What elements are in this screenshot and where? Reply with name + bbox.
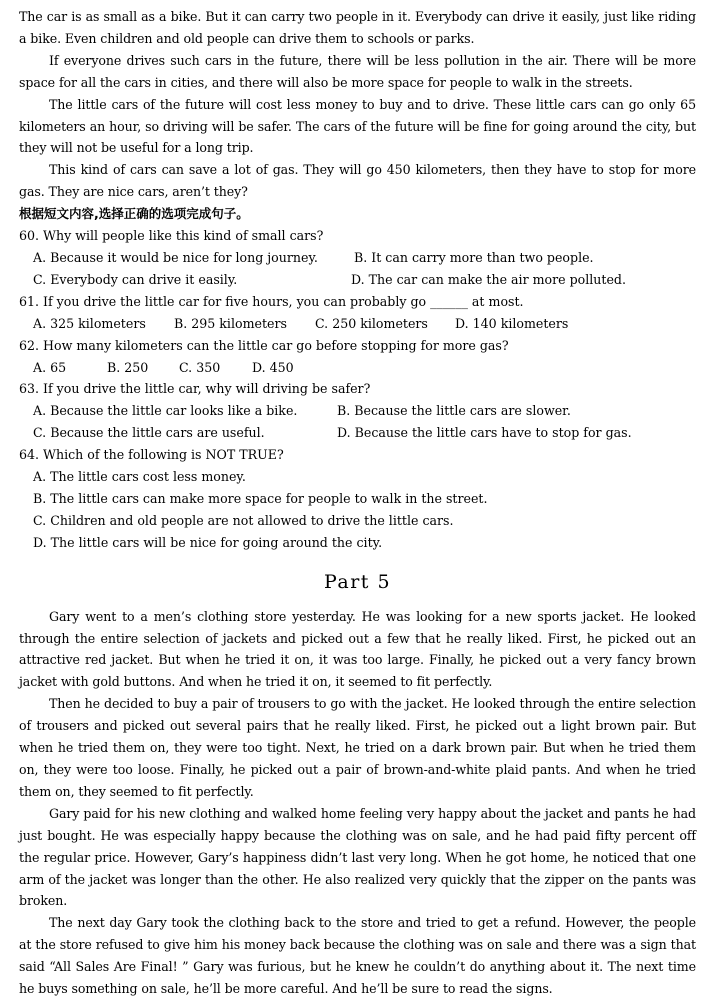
part5-paragraph-4: The next day Gary took the clothing back to the store and tried to get a refund. However, the people at the store refused to give him his money back because the clothing was on sale and there was a sign that said “All Sales Are Final! ” Gary was furious, but he knew he couldn’t do anything about it. The next time he buys something on sale, he’ll be more careful. And he’ll be sure to read the signs. xyxy=(19,915,696,997)
option-62-d: D. 450 xyxy=(252,359,294,375)
question-63-options-row-2 xyxy=(19,422,696,444)
document-page xyxy=(19,6,696,1000)
part-5-heading: Part 5 xyxy=(323,570,392,593)
passage-paragraph-1: The car is as small as a bike. But it can carry two people in it. Everybody can drive it easily, just like riding a bike. Even children and old people can drive them to schools or parks. xyxy=(19,9,696,46)
option-62-b: B. 250 xyxy=(107,359,149,375)
passage-paragraph-4: This kind of cars can save a lot of gas. They will go 450 kilometers, then they have to stop for more gas. They are nice cars, aren’t they? xyxy=(19,162,696,200)
part5-paragraph-3: Gary paid for his new clothing and walked home feeling very happy about the jacket and pants he had just bought. He was especially happy because the clothing was on sale, and he had paid fifty percent off the regular price. However, Gary’s happiness didn’t last very long. When he got home, he noticed that one arm of the jacket was longer than the other. He also realized very quickly that the zipper on the pants was broken. xyxy=(19,805,696,909)
question-60-options-row-2 xyxy=(19,269,696,291)
option-60-a: A. Because it would be nice for long journey. xyxy=(33,250,318,266)
option-62-a: A. 65 xyxy=(33,359,67,375)
option-63-a: A. Because the little car looks like a bike. xyxy=(33,403,298,419)
passage-paragraph-3: The little cars of the future will cost less money to buy and to drive. These little cars can go only 65 kilometers an hour, so driving will be safer. The cars of the future will be fine for going around the city, but they will not be useful for a long trip. xyxy=(19,96,696,156)
option-60-c: C. Everybody can drive it easily. xyxy=(33,271,238,287)
question-60: 60. Why will people like this kind of small cars? xyxy=(19,228,324,244)
instruction-text: 根据短文内容,选择正确的选项完成句子。 xyxy=(19,206,249,222)
question-63: 63. If you drive the little car, why will driving be safer? xyxy=(19,381,371,397)
option-63-b: B. Because the little cars are slower. xyxy=(337,403,571,419)
option-61-c: C. 250 kilometers xyxy=(315,315,428,331)
option-64-a: A. The little cars cost less money. xyxy=(33,469,246,485)
passage-paragraph-2: If everyone drives such cars in the future, there will be less pollution in the air. There will be more space for all the cars in cities, and there will also be more space for people to walk in the streets. xyxy=(19,52,696,90)
option-64-b: B. The little cars can make more space for people to walk in the street. xyxy=(33,490,488,506)
question-64: 64. Which of the following is NOT TRUE? xyxy=(19,447,284,463)
option-61-a: A. 325 kilometers xyxy=(33,315,146,331)
question-61-options xyxy=(19,313,696,335)
question-62-options xyxy=(19,357,696,379)
question-63-options-row-1 xyxy=(19,400,696,422)
option-62-c: C. 350 xyxy=(179,359,221,375)
option-63-d: D. Because the little cars have to stop for gas. xyxy=(337,425,632,441)
option-61-b: B. 295 kilometers xyxy=(174,315,287,331)
part5-paragraph-1: Gary went to a men’s clothing store yesterday. He was looking for a new sports jacket. He looked through the entire selection of jackets and picked out a few that he really liked. First, he picked out an attractive red jacket. But when he tried it on, it was too large. Finally, he picked out a very fancy brown jacket with gold buttons. And when he tried it on, it seemed to fit perfectly. xyxy=(19,608,696,690)
option-63-c: C. Because the little cars are useful. xyxy=(33,425,265,441)
question-60-options-row-1 xyxy=(19,247,696,269)
option-61-d: D. 140 kilometers xyxy=(455,315,569,331)
question-61: 61. If you drive the little car for five hours, you can probably go ______ at most. xyxy=(19,293,524,309)
part5-paragraph-2: Then he decided to buy a pair of trousers to go with the jacket. He looked through the entire selection of trousers and picked out several pairs that he really liked. First, he picked out a light brown pair. But when he tried them on, they were too tight. Next, he tried on a dark brown pair. But when he tried them on, they were too loose. Finally, he picked out a pair of brown-and-white plaid pants. And when he tried them on, they seemed to fit perfectly. xyxy=(19,696,696,799)
option-60-d: D. The car can make the air more polluted. xyxy=(351,271,626,287)
option-60-b: B. It can carry more than two people. xyxy=(354,250,594,266)
question-62: 62. How many kilometers can the little car go before stopping for more gas? xyxy=(19,337,509,353)
option-64-c: C. Children and old people are not allowed to drive the little cars. xyxy=(33,512,454,528)
option-64-d: D. The little cars will be nice for going around the city. xyxy=(33,534,383,550)
